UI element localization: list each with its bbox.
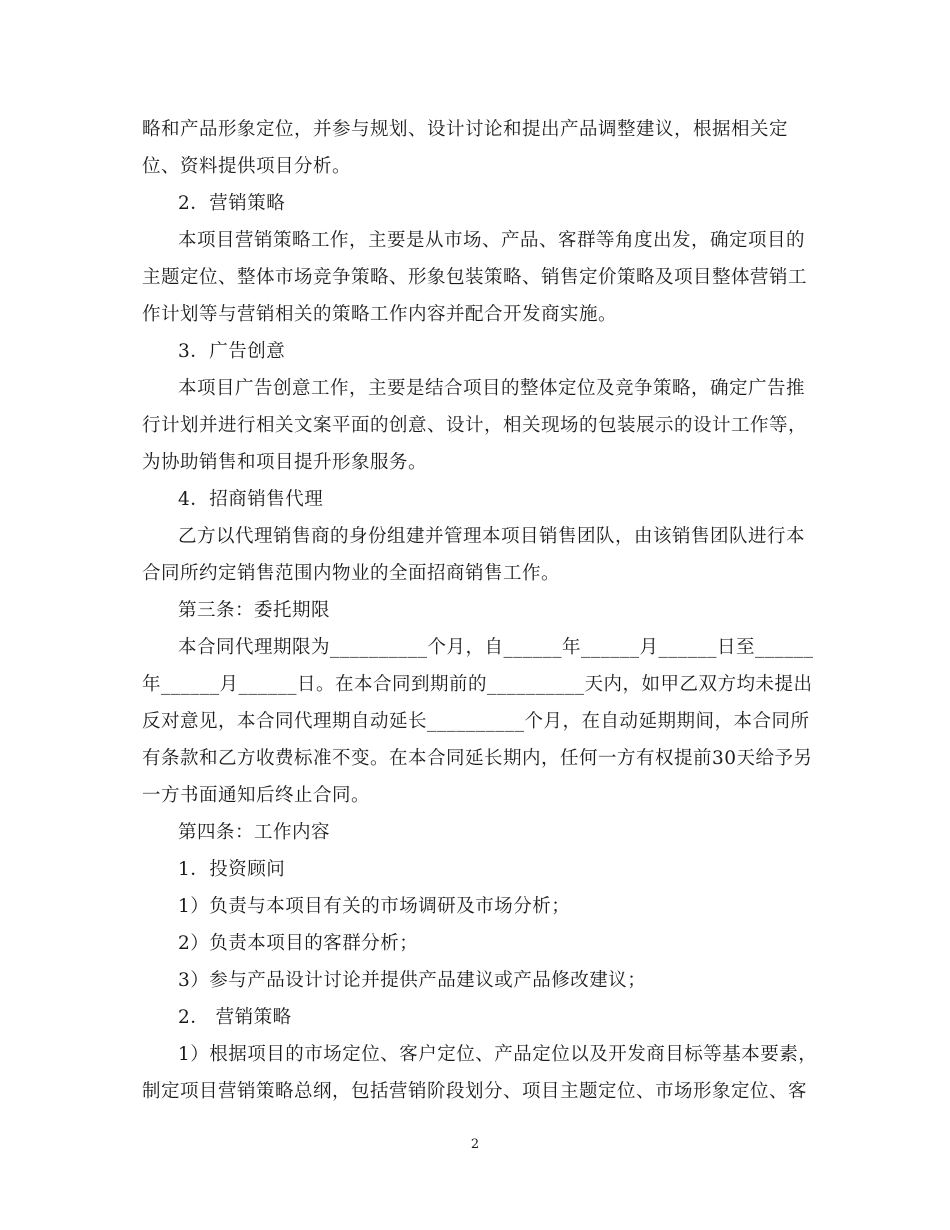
section-heading: 4．招商销售代理: [178, 489, 324, 510]
text-line: 合同所约定销售范围内物业的全面招商销售工作。: [142, 563, 561, 584]
section-heading: 1．投资顾问: [178, 859, 286, 880]
text-line: 为协助销售和项目提升形象服务。: [142, 452, 428, 473]
text-line: 年______月______日。在本合同到期前的__________天内，如甲乙双方均未提出: [142, 674, 813, 695]
text-line: 本项目广告创意工作，主要是结合项目的整体定位及竞争策略，确定广告推: [178, 378, 806, 399]
list-item: 1）根据项目的市场定位、客户定位、产品定位以及开发商目标等基本要素，: [178, 1044, 818, 1065]
text-line: 本合同代理期限为__________个月，自______年______月______日至______: [178, 637, 814, 658]
text-line: 反对意见，本合同代理期自动延长__________个月，在自动延期期间，本合同所: [142, 711, 810, 732]
list-item: 2）负责本项目的客群分析；: [178, 933, 419, 954]
text-line: 本项目营销策略工作，主要是从市场、产品、客群等角度出发，确定项目的: [178, 230, 806, 251]
text-line: 主题定位、整体市场竞争策略、形象包装策略、销售定价策略及项目整体营销工: [142, 267, 808, 288]
text-line: 作计划等与营销相关的策略工作内容并配合开发商实施。: [142, 304, 618, 325]
list-item: 3）参与产品设计讨论并提供产品建议或产品修改建议；: [178, 970, 647, 991]
text-line: 略和产品形象定位，并参与规划、设计讨论和提出产品调整建议，根据相关定: [142, 119, 789, 140]
text-line: 行计划并进行相关文案平面的创意、设计，相关现场的包装展示的设计工作等，: [142, 415, 808, 436]
section-heading: 3．广告创意: [178, 341, 286, 362]
text-line: 制定项目营销策略总纲，包括营销阶段划分、项目主题定位、市场形象定位、客: [142, 1081, 808, 1102]
article-heading: 第三条：委托期限: [178, 600, 331, 621]
section-heading: 2． 营销策略: [178, 1007, 292, 1028]
text-line: 乙方以代理销售商的身份组建并管理本项目销售团队，由该销售团队进行本: [178, 526, 806, 547]
text-line: 位、资料提供项目分析。: [142, 156, 352, 177]
page-number: 2: [470, 1137, 480, 1152]
section-heading: 2．营销策略: [178, 193, 286, 214]
text-line: 有条款和乙方收费标准不变。在本合同延长期内，任何一方有权提前30天给予另: [142, 748, 813, 769]
article-heading: 第四条：工作内容: [178, 822, 331, 843]
text-line: 一方书面通知后终止合同。: [142, 785, 371, 806]
list-item: 1）负责与本项目有关的市场调研及市场分析；: [178, 896, 571, 917]
